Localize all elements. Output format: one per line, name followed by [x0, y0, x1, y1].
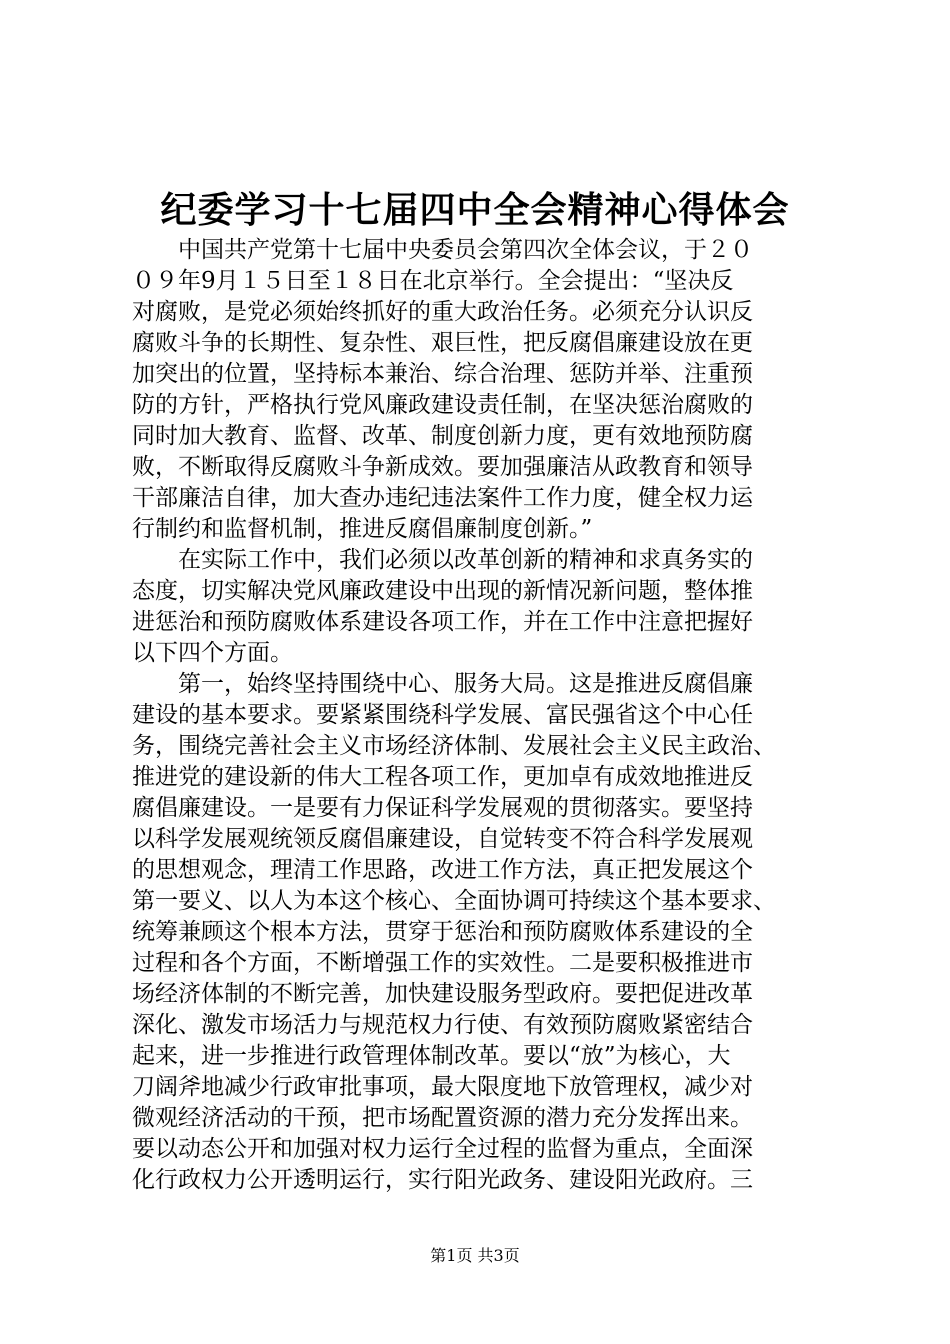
body-line: 加突出的位置，坚持标本兼治、综合治理、惩防并举、注重预	[132, 361, 753, 387]
body-line: 干部廉洁自律，加大查办违纪违法案件工作力度，健全权力运	[132, 485, 753, 511]
body-line: 在实际工作中，我们必须以改革创新的精神和求真务实的	[132, 547, 753, 573]
body-line: 过程和各个方面，不断增强工作的实效性。二是要积极推进市	[132, 950, 753, 976]
page-footer: 第1页 共3页	[430, 1246, 520, 1265]
body-line: 深化、激发市场活力与规范权力行使、有效预防腐败紧密结合	[132, 1012, 753, 1038]
body-line: 同时加大教育、监督、改革、制度创新力度，更有效地预防腐	[132, 423, 753, 449]
body-line: 进惩治和预防腐败体系建设各项工作，并在工作中注意把握好	[132, 609, 753, 635]
body-line: 对腐败，是党必须始终抓好的重大政治任务。必须充分认识反	[132, 299, 753, 325]
body-line: 要以动态公开和加强对权力运行全过程的监督为重点，全面深	[132, 1136, 753, 1162]
body-line: 中国共产党第十七届中央委员会第四次全体会议，于２０	[132, 237, 753, 263]
body-line: 化行政权力公开透明运行，实行阳光政务、建设阳光政府。三	[132, 1167, 753, 1193]
body-line: ０９年9月１５日至１８日在北京举行。全会提出：“坚决反	[132, 268, 734, 294]
body-line: 第一要义、以人为本这个核心、全面协调可持续这个基本要求、	[132, 888, 776, 914]
body-line: 场经济体制的不断完善，加快建设服务型政府。要把促进改革	[132, 981, 753, 1007]
body-line: 以下四个方面。	[132, 640, 293, 666]
document-title: 纪委学习十七届四中全会精神心得体会	[160, 189, 790, 231]
body-line: 的思想观念，理清工作思路，改进工作方法，真正把发展这个	[132, 857, 753, 883]
body-line: 推进党的建设新的伟大工程各项工作，更加卓有成效地推进反	[132, 764, 753, 790]
body-line: 统筹兼顾这个根本方法，贯穿于惩治和预防腐败体系建设的全	[132, 919, 753, 945]
body-line: 腐败斗争的长期性、复杂性、艰巨性，把反腐倡廉建设放在更	[132, 330, 753, 356]
body-line: 败，不断取得反腐败斗争新成效。要加强廉洁从政教育和领导	[132, 454, 753, 480]
body-line: 建设的基本要求。要紧紧围绕科学发展、富民强省这个中心任	[132, 702, 753, 728]
body-line: 微观经济活动的干预，把市场配置资源的潜力充分发挥出来。	[132, 1105, 753, 1131]
body-line: 以科学发展观统领反腐倡廉建设，自觉转变不符合科学发展观	[132, 826, 753, 852]
body-line: 务，围绕完善社会主义市场经济体制、发展社会主义民主政治、	[132, 733, 776, 759]
body-line: 刀阔斧地减少行政审批事项，最大限度地下放管理权，减少对	[132, 1074, 753, 1100]
body-line: 态度，切实解决党风廉政建设中出现的新情况新问题，整体推	[132, 578, 753, 604]
body-line: 第一，始终坚持围绕中心、服务大局。这是推进反腐倡廉	[132, 671, 753, 697]
document-body	[132, 235, 824, 1196]
body-line: 起来，进一步推进行政管理体制改革。要以“放”为核心，大	[132, 1043, 731, 1069]
body-line: 行制约和监督机制，推进反腐倡廉制度创新。”	[132, 516, 593, 542]
body-line: 腐倡廉建设。一是要有力保证科学发展观的贯彻落实。要坚持	[132, 795, 753, 821]
body-line: 防的方针，严格执行党风廉政建设责任制，在坚决惩治腐败的	[132, 392, 753, 418]
